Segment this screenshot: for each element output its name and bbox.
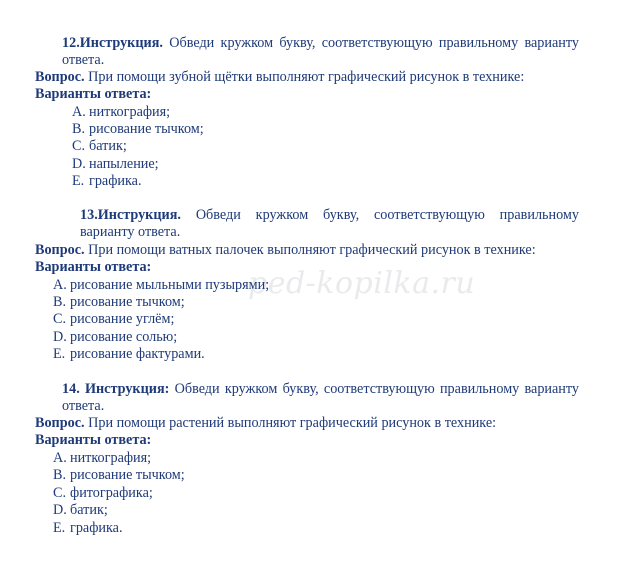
option-text: рисование углём; bbox=[70, 311, 175, 328]
option-c[interactable] bbox=[72, 138, 204, 155]
option-text: рисование солью; bbox=[70, 328, 178, 345]
question-line bbox=[35, 242, 536, 259]
option-letter: A. bbox=[53, 450, 67, 466]
instruction bbox=[80, 207, 579, 242]
option-b[interactable] bbox=[53, 467, 185, 484]
instruction-number: 12.Инструкция. bbox=[62, 35, 163, 51]
option-text: рисование тычком; bbox=[70, 467, 185, 484]
question-text: При помощи зубной щётки выполняют графический рисунок в технике: bbox=[88, 69, 525, 85]
option-letter: D. bbox=[53, 502, 67, 519]
option-letter: B. bbox=[53, 467, 67, 484]
option-text: рисование фактурами. bbox=[70, 346, 205, 363]
option-text: рисование тычком; bbox=[89, 120, 204, 137]
instruction bbox=[62, 35, 579, 70]
option-text: графика. bbox=[89, 173, 142, 190]
option-text: напыление; bbox=[89, 155, 159, 172]
instruction-number: 13.Инструкция. bbox=[80, 207, 181, 223]
option-text: графика. bbox=[70, 519, 123, 536]
option-letter: B. bbox=[53, 293, 67, 310]
option-c[interactable] bbox=[53, 311, 269, 328]
question-line bbox=[35, 415, 496, 432]
option-d[interactable] bbox=[53, 329, 269, 346]
instruction-text: Обведи кружком букву, соответствующую правильному варианту ответа. bbox=[62, 381, 580, 415]
option-text: батик; bbox=[89, 138, 127, 155]
option-letter: E. bbox=[53, 519, 66, 536]
option-letter: A. bbox=[72, 103, 86, 120]
option-letter: D. bbox=[53, 328, 67, 345]
option-text: ниткография; bbox=[89, 103, 171, 120]
question-text: При помощи ватных палочек выполняют графический рисунок в технике: bbox=[88, 242, 536, 258]
option-letter: E. bbox=[72, 173, 85, 190]
option-c[interactable] bbox=[53, 485, 185, 502]
question-text: При помощи растений выполняют графический рисунок в технике: bbox=[88, 415, 497, 431]
options-list bbox=[72, 104, 204, 191]
option-text: ниткография; bbox=[70, 450, 152, 466]
answers-label: Варианты ответа: bbox=[35, 432, 152, 448]
question-label: Вопрос. bbox=[35, 69, 85, 85]
option-letter: E. bbox=[53, 346, 66, 363]
option-b[interactable] bbox=[72, 121, 204, 138]
question-line bbox=[35, 69, 524, 86]
option-letter: B. bbox=[72, 120, 86, 137]
option-d[interactable] bbox=[72, 156, 204, 173]
option-a[interactable] bbox=[72, 104, 204, 121]
option-text: рисование мыльными пузырями; bbox=[70, 276, 270, 293]
option-b[interactable] bbox=[53, 294, 269, 311]
option-letter: A. bbox=[53, 276, 67, 293]
option-d[interactable] bbox=[53, 502, 185, 519]
option-a[interactable] bbox=[53, 277, 269, 294]
question-label: Вопрос. bbox=[35, 242, 85, 258]
options-list bbox=[53, 450, 185, 537]
option-letter: C. bbox=[72, 138, 86, 155]
watermark: ped-kopilka.ru bbox=[248, 266, 476, 301]
options-list bbox=[53, 277, 269, 364]
option-text: рисование тычком; bbox=[70, 293, 185, 310]
instruction-text: Обведи кружком букву, соответствующую правильному варианту ответа. bbox=[62, 35, 579, 69]
option-e[interactable] bbox=[72, 173, 204, 190]
answers-label: Варианты ответа: bbox=[35, 86, 152, 102]
option-letter: C. bbox=[53, 484, 67, 501]
instruction bbox=[62, 381, 579, 416]
instruction-text: Обведи кружком букву, соответствующую правильному варианту ответа. bbox=[80, 207, 579, 241]
answers-label: Варианты ответа: bbox=[35, 259, 152, 275]
option-letter: D. bbox=[72, 155, 86, 172]
option-text: батик; bbox=[70, 502, 108, 519]
option-e[interactable] bbox=[53, 520, 185, 537]
option-e[interactable] bbox=[53, 346, 269, 363]
option-text: фитографика; bbox=[70, 484, 153, 501]
option-letter: C. bbox=[53, 311, 67, 328]
question-label: Вопрос. bbox=[35, 415, 85, 431]
option-a[interactable] bbox=[53, 450, 185, 467]
instruction-number: 14. Инструкция: bbox=[62, 381, 170, 397]
